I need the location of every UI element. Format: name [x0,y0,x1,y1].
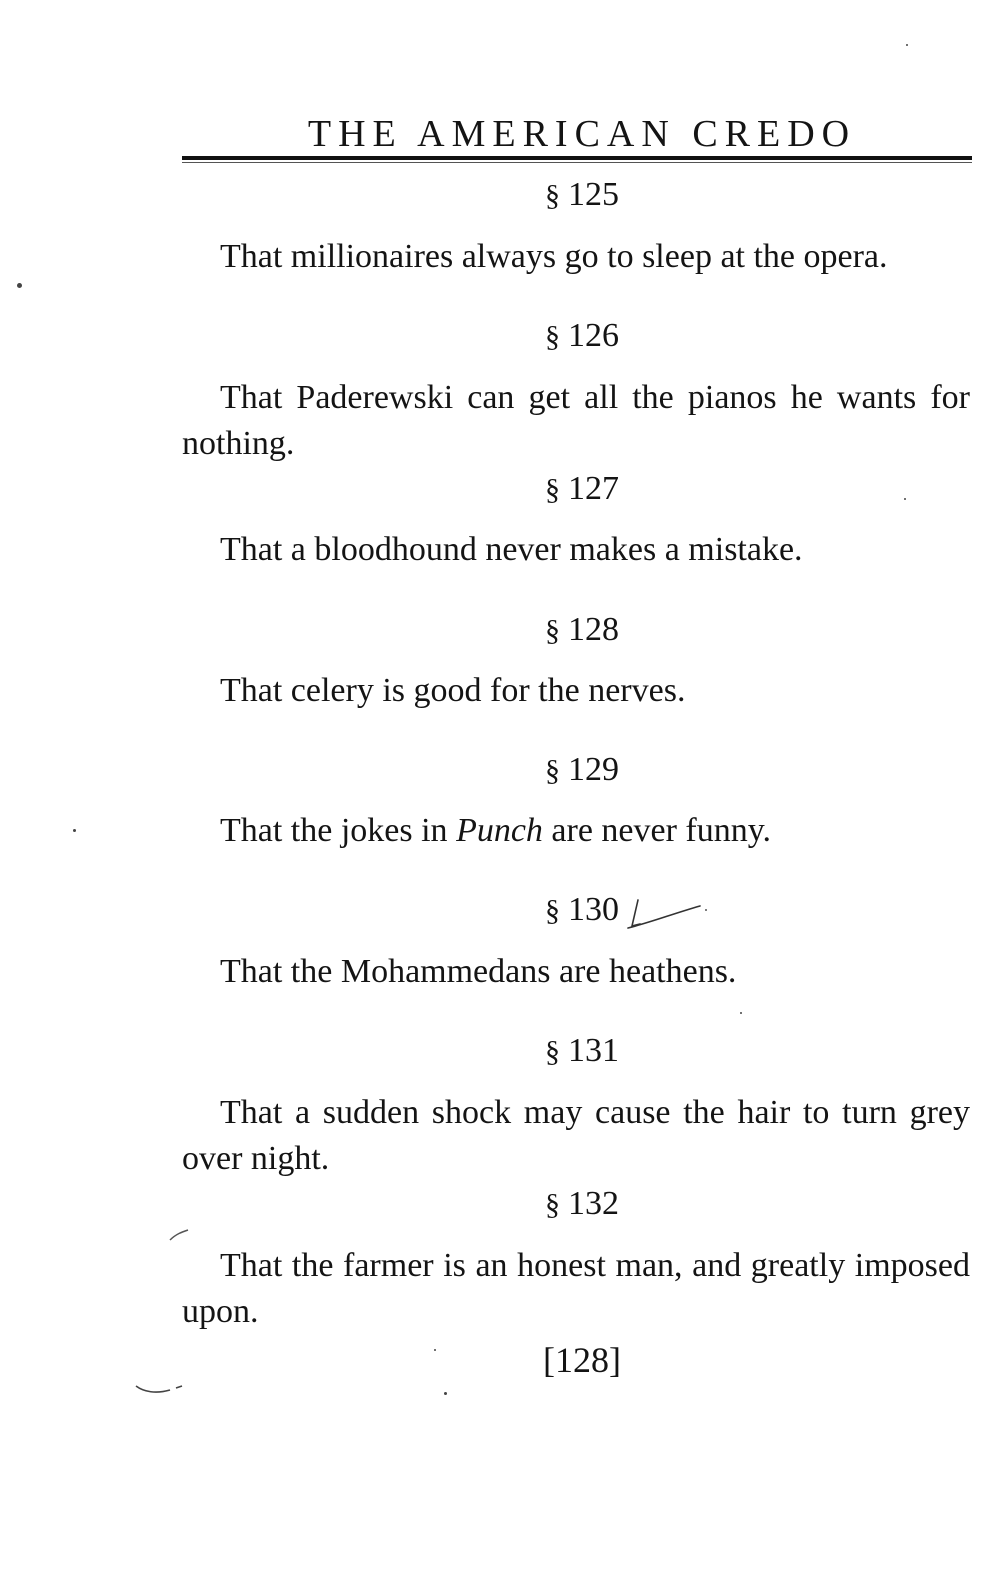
section-number-value: 131 [568,1032,619,1069]
section-number-132 [182,1184,972,1225]
running-head: THE AMERICAN CREDO [307,113,857,155]
scan-speck [73,829,76,832]
entry-130: That the Mohammedans are heathens. [220,953,737,990]
section-number-value: 130 [568,891,619,928]
section-number-130 [182,890,972,931]
header-rule [182,156,972,160]
section-number-131 [182,1031,972,1072]
entry-127: That a bloodhound never makes a mistake. [220,531,803,568]
entry-128: That celery is good for the nerves. [220,672,686,709]
section-sign: § [545,894,560,927]
section-number-125 [182,175,972,216]
section-sign: § [545,754,560,787]
section-number-value: 126 [568,317,619,354]
section-sign: § [545,179,560,212]
entry-129-text-before: That the jokes in [220,812,457,849]
section-sign: § [545,1035,560,1068]
entry-125: That millionaires always go to sleep at the opera. [220,238,888,275]
punch-title: Punch [456,812,543,849]
scan-speck [904,498,906,500]
section-number-128 [182,610,972,651]
section-sign: § [545,473,560,506]
section-number-value: 132 [568,1185,619,1222]
scan-speck [434,1349,436,1351]
entry-129 [182,808,970,854]
section-sign: § [545,320,560,353]
section-number-value: 128 [568,611,619,648]
scan-speck [444,1392,447,1395]
header-rule-thin [182,162,972,163]
section-sign: § [545,614,560,647]
scan-smudge [164,1224,194,1244]
entry-129-text-after: are never funny. [542,812,772,849]
section-number-127 [182,469,972,510]
section-number-value: 125 [568,176,619,213]
entry-131: That a sudden shock may cause the hair to turn grey over night. [182,1094,970,1177]
pencil-mark [622,896,712,932]
scan-speck [906,44,908,46]
entry-132: That the farmer is an honest man, and greatly imposed upon. [182,1247,970,1330]
entry-126: That Paderewski can get all the pianos he wants for nothing. [182,379,970,462]
section-number-value: 127 [568,470,619,507]
scan-speck [740,1012,742,1014]
page-number: [128] [543,1340,621,1380]
scan-speck [17,283,22,288]
section-number-126 [182,316,972,357]
scan-smudge [130,1380,190,1400]
section-number-value: 129 [568,751,619,788]
section-number-129 [182,750,972,791]
section-sign: § [545,1188,560,1221]
